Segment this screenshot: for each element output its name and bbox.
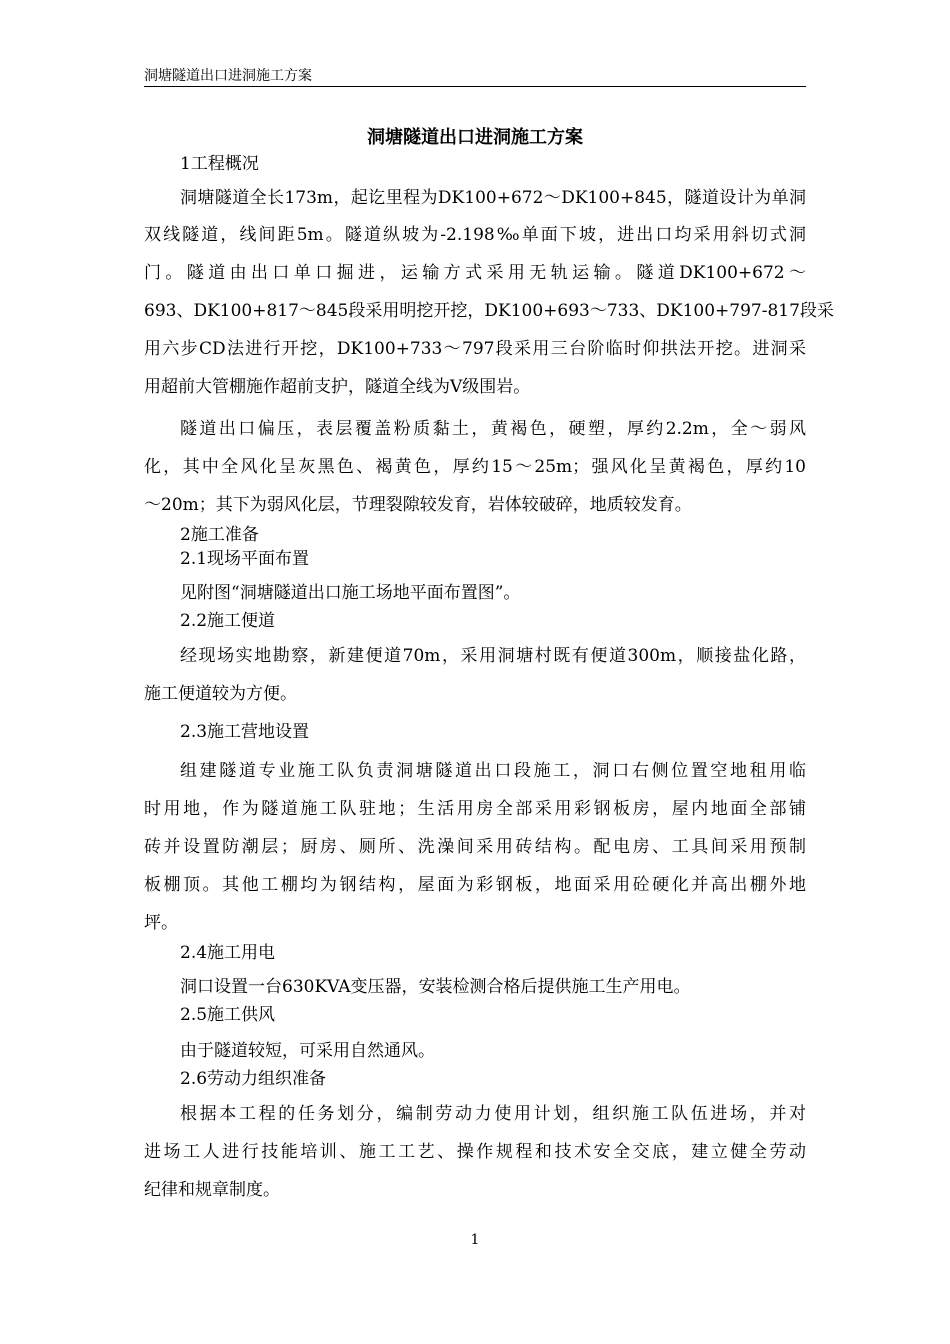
section-2-3-heading: 2.3施工营地设置	[180, 722, 310, 742]
paragraph-line: 用六步CD法进行开挖，DK100+733～797段采用三台阶临时仰拱法开挖。进洞采	[144, 339, 806, 359]
section-2-5-heading: 2.5施工供风	[180, 1005, 276, 1025]
section-2-heading: 2施工准备	[180, 525, 259, 545]
section-2-5-text: 由于隧道较短，可采用自然通风。	[180, 1041, 435, 1061]
section-2-2-heading: 2.2施工便道	[180, 611, 276, 631]
paragraph-line: 进场工人进行技能培训、施工工艺、操作规程和技术安全交底，建立健全劳动	[144, 1142, 806, 1162]
page-number: 1	[470, 1232, 480, 1248]
paragraph-line: 坪。	[144, 913, 178, 933]
paragraph-line: 板棚顶。其他工棚均为钢结构，屋面为彩钢板，地面采用砼硬化并高出棚外地	[144, 875, 806, 895]
running-header-title: 洞塘隧道出口进洞施工方案	[144, 68, 312, 84]
paragraph-line: ～20m；其下为弱风化层，节理裂隙较发育，岩体较破碎，地质较发育。	[144, 495, 692, 515]
paragraph-line: 施工便道较为方便。	[144, 684, 297, 704]
header-divider	[144, 86, 806, 87]
paragraph-line: 时用地，作为隧道施工队驻地；生活用房全部采用彩钢板房，屋内地面全部铺	[144, 799, 806, 819]
paragraph-line: 砖并设置防潮层；厨房、厕所、洗澡间采用砖结构。配电房、工具间采用预制	[144, 837, 806, 857]
paragraph-line: 双线隧道，线间距5m。隧道纵坡为-2.198‰单面下坡，进出口均采用斜切式洞	[144, 225, 806, 245]
paragraph-line: 组建隧道专业施工队负责洞塘隧道出口段施工，洞口右侧位置空地租用临	[180, 761, 806, 781]
section-2-1-text: 见附图“洞塘隧道出口施工场地平面布置图”。	[180, 583, 521, 603]
section-2-4-heading: 2.4施工用电	[180, 943, 276, 963]
section-2-6-heading: 2.6劳动力组织准备	[180, 1069, 327, 1089]
section-2-1-heading: 2.1现场平面布置	[180, 549, 310, 569]
paragraph-line: 用超前大管棚施作超前支护，隧道全线为Ⅴ级围岩。	[144, 377, 531, 397]
paragraph-line: 经现场实地勘察，新建便道70m，采用洞塘村既有便道300m，顺接盐化路，	[180, 646, 806, 666]
paragraph-line: 纪律和规章制度。	[144, 1180, 280, 1200]
paragraph-line: 根据本工程的任务划分，编制劳动力使用计划，组织施工队伍进场，并对	[180, 1104, 806, 1124]
paragraph-line: 门。隧道由出口单口掘进，运输方式采用无轨运输。隧道DK100+672～	[144, 263, 806, 283]
paragraph-line: 693、DK100+817～845段采用明挖开挖，DK100+693～733、DK100+797-817段采	[144, 301, 834, 321]
document-title: 洞塘隧道出口进洞施工方案	[367, 127, 583, 148]
section-1-heading: 1工程概况	[180, 154, 259, 174]
paragraph-line: 隧道出口偏压，表层覆盖粉质黏土，黄褐色，硬塑，厚约2.2m，全～弱风	[180, 419, 806, 439]
paragraph-line: 洞塘隧道全长173m，起讫里程为DK100+672～DK100+845，隧道设计为单洞	[180, 188, 806, 208]
section-2-4-text: 洞口设置一台630KVA变压器，安装检测合格后提供施工生产用电。	[180, 977, 691, 997]
paragraph-line: 化，其中全风化呈灰黑色、褐黄色，厚约15～25m；强风化呈黄褐色，厚约10	[144, 457, 806, 477]
